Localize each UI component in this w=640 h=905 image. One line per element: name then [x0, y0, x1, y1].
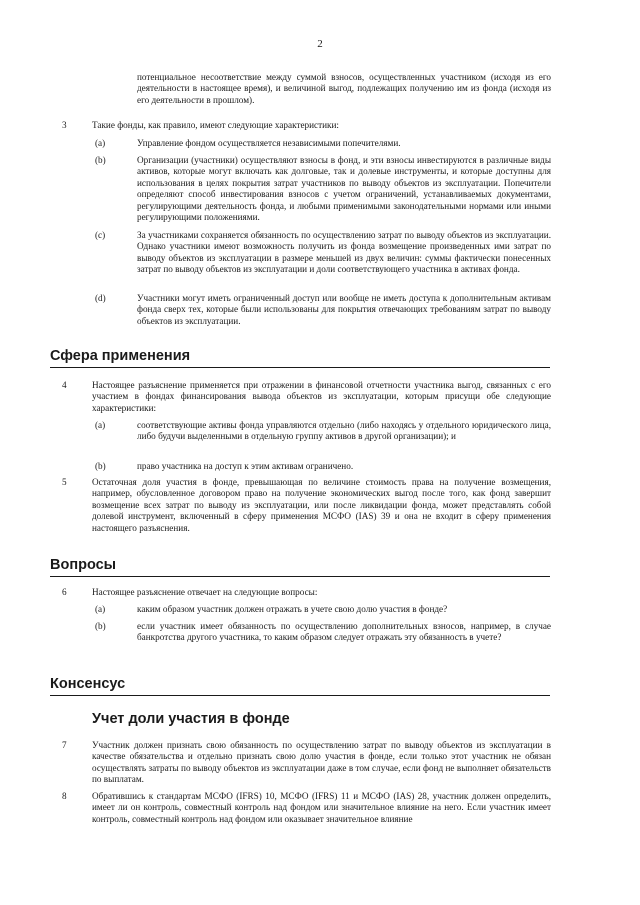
paragraph-7-text: Участник должен признать свою обязанность по осуществлению затрат по выводу объектов из эксплуатации в качестве обязательства и отдельно признать свою долю участия в фонде, если только этот участник не обязан осуществлять затраты по выводу объектов из эксплуатации даже в том случае, если фонд не выполняет обязательств по выплатам.: [92, 740, 551, 785]
paragraph-number-8: 8: [62, 791, 67, 801]
subsection-heading: Учет доли участия в фонде: [92, 711, 290, 727]
paragraph-number-6: 6: [62, 587, 67, 597]
paragraph-5-text: Остаточная доля участия в фонде, превышающая по величине стоимость права на получение возмещения, например, обусловленное договором право на получение экономических выгод после того, как фонд завершит возмещение всех затрат по выводу из эксплуатации, или после ликвидации фонда, может представлять собой долевой инструмент, включенный в сферу применения МСФО (IAS) 39 и она не входит в сферу применения настоящего разъяснения.: [92, 477, 551, 533]
section-heading-issues: Вопросы: [50, 557, 550, 577]
list-item: каким образом участник должен отражать в учете свою долю участия в фонде?: [137, 604, 448, 614]
list-item: соответствующие активы фонда управляются отдельно (либо находясь у отдельного юридического лица, либо будучи выделенными в отдельную группу активов в другой организации); и: [137, 420, 551, 442]
list-item: Организации (участники) осуществляют взносы в фонд, и эти взносы инвестируются в различные виды активов, которые могут включать как долговые, так и долевые инструменты, и которые доступны для использования в целях покрытия затрат участников по выводу объектов из эксплуатации. Попечители определяют способ инвестирования взносов с учетом ограничений, устанавливаемых документами, регулирующими деятельность фонда, и любыми применимыми законодательными нормами или иными регулирующими положениями.: [137, 155, 551, 223]
item-label: (c): [95, 230, 106, 240]
item-label: (b): [95, 155, 106, 165]
item-label: (a): [95, 138, 106, 148]
list-item: За участниками сохраняется обязанность по осуществлению затрат по выводу объектов из эксплуатации. Однако участники имеют возможность получить из фонда возмещение произведенных ими затрат по выводу объектов из эксплуатации в размере меньшей из двух величин: суммы фактически понесенных затрат по выводу объектов из эксплуатации и доли соответствующего участника в активах фонда.: [137, 230, 551, 275]
item-label: (d): [95, 293, 106, 303]
paragraph-number-7: 7: [62, 740, 67, 750]
list-item: право участника на доступ к этим активам ограничено.: [137, 461, 354, 471]
paragraph-6-text: Настоящее разъяснение отвечает на следующие вопросы:: [92, 587, 318, 597]
item-label: (a): [95, 604, 106, 614]
paragraph-number-3: 3: [62, 120, 67, 130]
list-item: Участники могут иметь ограниченный доступ или вообще не иметь доступа к дополнительным активам фонда сверх тех, которые были использованы для покрытия отвечающих требованиям затрат по выводу объектов из эксплуатации.: [137, 293, 551, 326]
paragraph-number-4: 4: [62, 380, 67, 390]
continued-paragraph: потенциальное несоответствие между суммой взносов, осуществленных участником (исходя из его деятельности в настоящее время), и величиной выгод, подлежащих получению им из фонда (исходя из его деятельности в прошлом).: [137, 72, 551, 105]
item-label: (b): [95, 621, 106, 631]
paragraph-8-text: Обратившись к стандартам МСФО (IFRS) 10, МСФО (IFRS) 11 и МСФО (IAS) 28, участник должен определить, имеет ли он контроль, совместный контроль над фондом или значительное влияние на него. Если участник имеет контроль, совместный контроль над фондом или оказывает значительное влияние: [92, 791, 551, 824]
item-label: (a): [95, 420, 106, 430]
paragraph-4-text: Настоящее разъяснение применяется при отражении в финансовой отчетности участника выгод, связанных с его участием в фондах финансирования вывода объектов из эксплуатации, которым присущи обе следующие характеристики:: [92, 380, 551, 413]
item-label: (b): [95, 461, 106, 471]
paragraph-number-5: 5: [62, 477, 67, 487]
section-heading-scope: Сфера применения: [50, 348, 550, 368]
section-heading-consensus: Консенсус: [50, 676, 550, 696]
page-number: 2: [317, 38, 323, 50]
paragraph-3-text: Такие фонды, как правило, имеют следующие характеристики:: [92, 120, 339, 130]
list-item: Управление фондом осуществляется независимыми попечителями.: [137, 138, 401, 148]
list-item: если участник имеет обязанность по осуществлению дополнительных взносов, например, в случае банкротства другого участника, то каким образом следует отражать эту обязанность в учете?: [137, 621, 551, 643]
